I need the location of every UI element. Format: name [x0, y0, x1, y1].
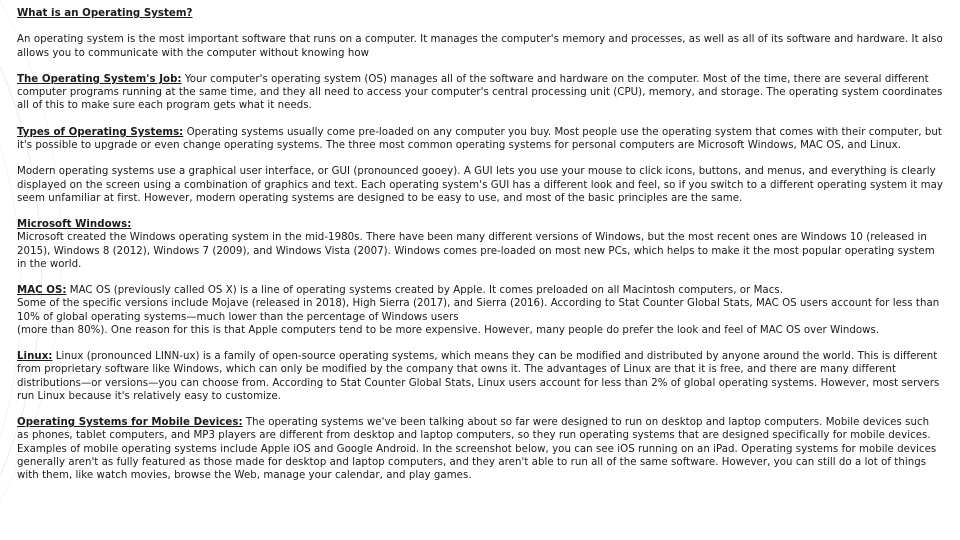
macos-text-1: MAC OS (previously called OS X) is a line of operating systems created by Apple. It comes preloaded on all Macintosh computers, or Macs. — [66, 285, 784, 297]
intro-paragraph: An operating system is the most important software that runs on a computer. It manages the computer's memory and processes, as well as all of its software and hardware. It also allows you to communicate with the computer without knowing how — [17, 34, 943, 59]
macos-heading: MAC OS: — [17, 285, 67, 297]
slide-title: What is an Operating System? — [17, 8, 193, 19]
job-text: Your computer's operating system (OS) manages all of the software and hardware on the computer. Most of the time, there are several different computer programs running at the same time, and they all need to access your computer's central processing unit (CPU), memory, and storage. The operating system coordinates all of this to make sure each program gets what it needs. — [17, 73, 943, 112]
types-text: Operating systems usually come pre-loaded on any computer you buy. Most people use the operating system that comes with their computer, but it's possible to upgrade or even change operating systems. The three most common operating systems for personal computers are Microsoft Windows, MAC OS, and Linux. — [17, 126, 942, 151]
gui-paragraph: Modern operating systems use a graphical user interface, or GUI (pronounced gooey). A GUI lets you use your mouse to click icons, buttons, and menus, and everything is clearly displayed on the screen using a combination of graphics and text. Each operating system's GUI has a different look and feel, so if you switch to a different operating system it may seem unfamiliar at first. However, modern operating systems are designed to be easy to use, and most of the basic principles are the same. — [17, 166, 943, 204]
macos-text-3: (more than 80%). One reason for this is that Apple computers tend to be more expensive. However, many people do prefer the look and feel of MAC OS over Windows. — [17, 324, 880, 336]
windows-paragraph — [17, 218, 943, 271]
windows-heading: Microsoft Windows: — [17, 219, 132, 231]
mobile-paragraph — [17, 416, 943, 482]
types-heading: Types of Operating Systems: — [17, 126, 184, 138]
linux-text: Linux (pronounced LINN-ux) is a family of open-source operating systems, which means they can be modified and distributed by anyone around the world. This is different from proprietary software like Windows, which can only be modified by the company that owns it. The advantages of Linux are that it is free, and there are many different distributions—or versions—you can choose from. According to Stat Counter Global Stats, Linux users account for less than 2% of global operating systems. However, most servers run Linux because it's relatively easy to customize. — [17, 351, 940, 402]
types-paragraph — [17, 126, 943, 152]
job-paragraph — [17, 73, 943, 113]
windows-text: Microsoft created the Windows operating system in the mid-1980s. There have been many different versions of Windows, but the most recent ones are Windows 10 (released in 2015), Windows 8 (2012), Windows 7 (2009), and Windows Vista (2007). Windows comes pre-loaded on most new PCs, which helps to make it the most popular operating system in the world. — [17, 232, 935, 270]
macos-paragraph — [17, 284, 943, 337]
mobile-heading: Operating Systems for Mobile Devices: — [17, 417, 243, 429]
slide-content — [17, 7, 943, 495]
job-heading: The Operating System's Job: — [17, 73, 182, 85]
linux-heading: Linux: — [17, 351, 53, 363]
mobile-text: The operating systems we've been talking about so far were designed to run on desktop and laptop computers. Mobile devices such as phones, tablet computers, and MP3 players are different from desktop and laptop computers, so they run operating systems that are designed specifically for mobile devices. Examples of mobile operating systems include Apple iOS and Google Android. In the screenshot below, you can see iOS running on an iPad. Operating systems for mobile devices generally aren't as fully featured as those made for desktop and laptop computers, and they aren't able to run all of the same software. However, you can still do a lot of things with them, like watch movies, browse the Web, manage your calendar, and play games. — [17, 417, 937, 481]
macos-text-2: Some of the specific versions include Mojave (released in 2018), High Sierra (2017), and Sierra (2016). According to Stat Counter Global Stats, MAC OS users account for less than 10% of global operating systems—much lower than the percentage of Windows users — [17, 298, 940, 323]
linux-paragraph — [17, 350, 943, 403]
